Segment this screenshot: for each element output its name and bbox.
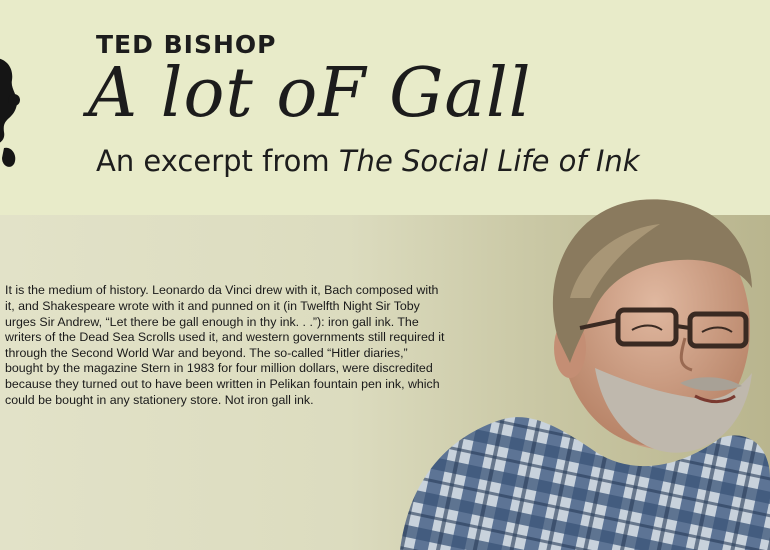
author-portrait bbox=[380, 188, 770, 550]
excerpt-paragraph: It is the medium of history. Leonardo da Vinci drew with it, Bach composed with it, and Shakespeare wrote with it and punned on it (in Twelfth Night Sir Toby urges Sir Andrew, “Let there be gall enough in thy ink. . .”): iron gall ink. The writers of the Dead Sea Scrolls used it, and western governments still required it through the Second World War and beyond. The so-called “Hitler diaries,” bought by the magazine Stern in 1983 for four million dollars, were discredited because they turned out to have been written in Pelikan fountain pen ink, which could be bought in any stationery store. Not iron gall ink. bbox=[5, 283, 445, 407]
subtitle-prefix: An excerpt from bbox=[96, 144, 330, 178]
author-name: TED BISHOP bbox=[96, 30, 277, 59]
article-subtitle bbox=[96, 144, 640, 178]
ink-blot-icon bbox=[0, 48, 36, 178]
book-title: The Social Life of Ink bbox=[338, 144, 640, 178]
header-band bbox=[0, 0, 770, 215]
article-title: A lot oF Gall bbox=[88, 54, 532, 133]
